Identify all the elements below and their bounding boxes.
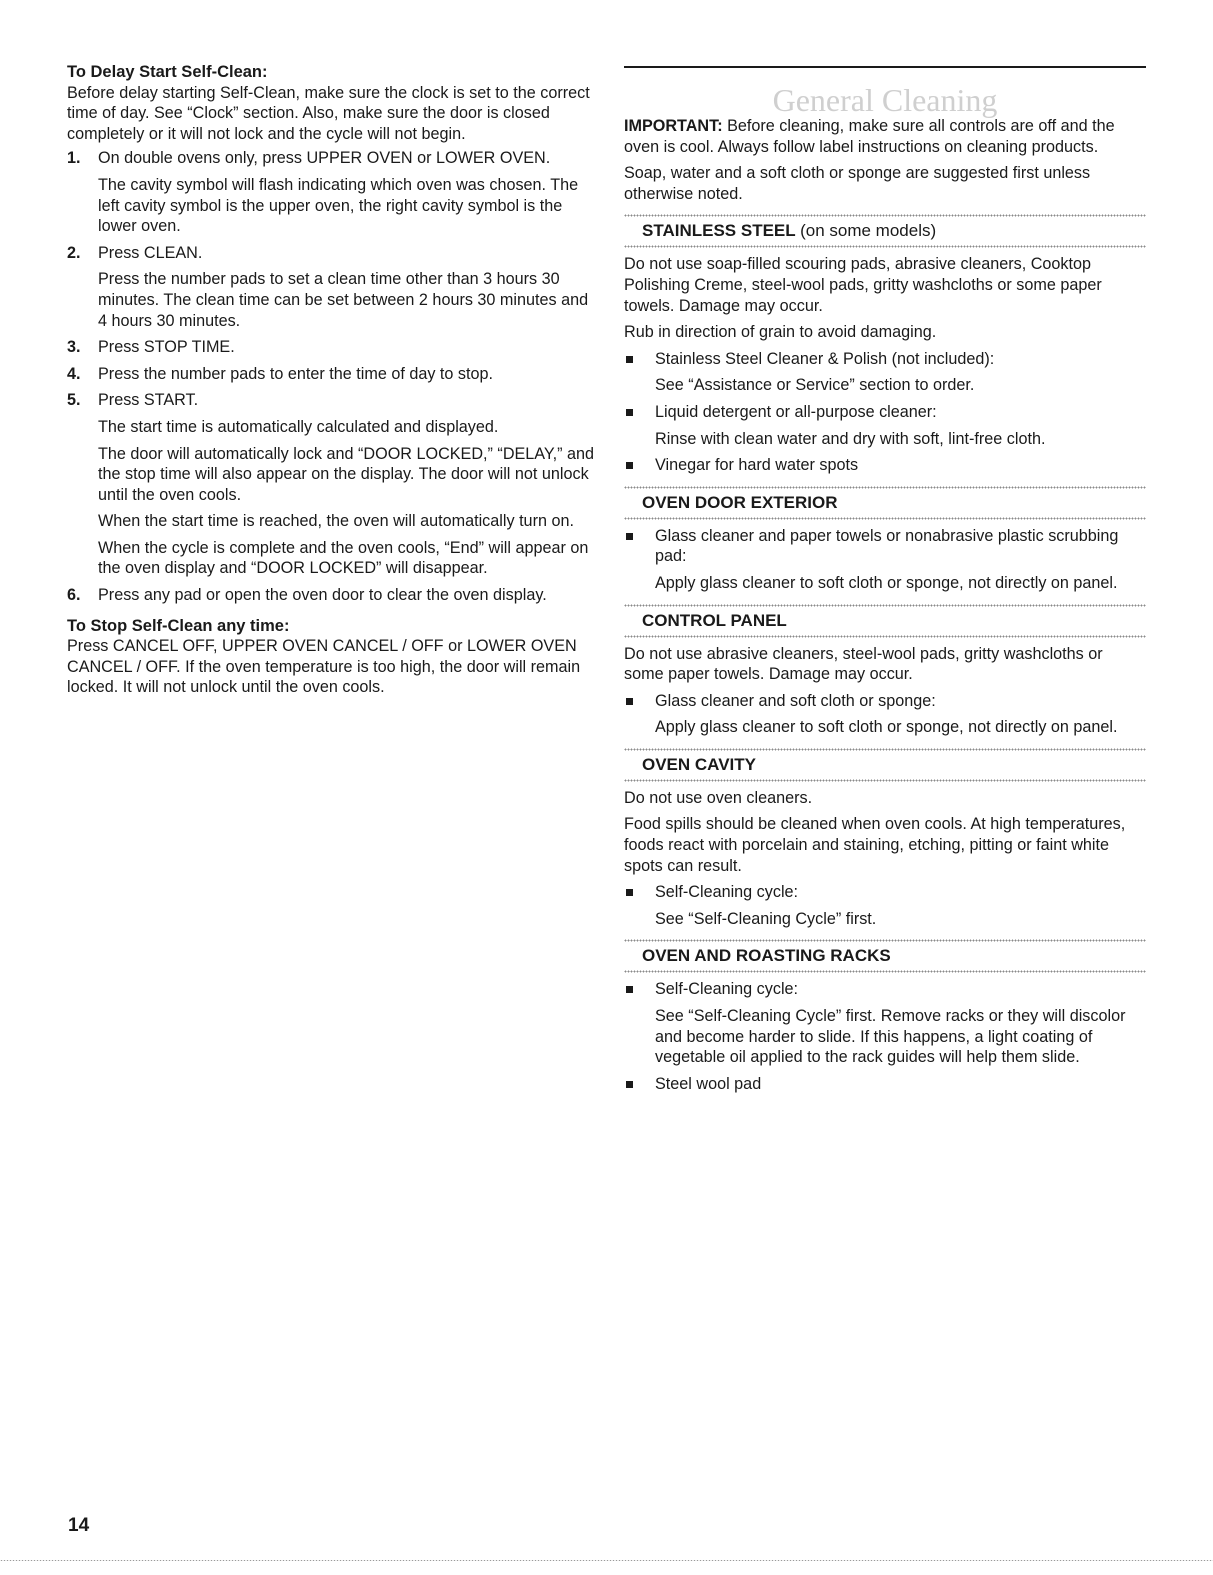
bullet-item xyxy=(624,349,1146,396)
dotted-rule xyxy=(624,517,1146,520)
delay-start-intro: Before delay starting Self-Clean, make sure the clock is set to the correct time of day. See “Clock” section. Also, make sure the door is closed completely or it will not lock and the cycle will not begin. xyxy=(67,83,590,143)
bullet-detail: Apply glass cleaner to soft cloth or sponge, not directly on panel. xyxy=(655,718,1118,737)
step-number: 5. xyxy=(67,391,81,410)
bullet-item xyxy=(624,1074,1146,1095)
cleaning-section xyxy=(624,486,1146,594)
section-paragraph: Food spills should be cleaned when oven cools. At high temperatures, foods react with porcelain and staining, etching, pitting or faint white spots can result. xyxy=(624,815,1126,875)
square-bullet-icon xyxy=(626,533,633,540)
bullet-detail: See “Assistance or Service” section to order. xyxy=(655,376,975,395)
step-item xyxy=(67,364,595,385)
dotted-rule xyxy=(624,635,1146,638)
step-detail: When the cycle is complete and the oven cools, “End” will appear on the oven display and “DOOR LOCKED” will disappear. xyxy=(98,538,589,578)
cleaning-sections xyxy=(624,214,1146,1094)
square-bullet-icon xyxy=(626,462,633,469)
section-heading-text: STAINLESS STEEL xyxy=(642,221,796,241)
dotted-rule xyxy=(624,779,1146,782)
bullet-text: Stainless Steel Cleaner & Polish (not included): xyxy=(655,349,995,368)
section-heading-text: OVEN AND ROASTING RACKS xyxy=(642,946,891,966)
step-detail: The door will automatically lock and “DOOR LOCKED,” “DELAY,” and the stop time will also appear on the display. The door will not unlock until the oven cools. xyxy=(98,444,595,504)
important-text: Before cleaning, make sure all controls are off and the oven is cool. Always follow label instructions on cleaning products. xyxy=(624,117,1115,156)
step-text: On double ovens only, press UPPER OVEN or LOWER OVEN. xyxy=(98,149,551,168)
stop-self-clean-heading: To Stop Self-Clean any time: xyxy=(67,616,290,635)
section-heading xyxy=(624,753,1146,777)
step-text: Press STOP TIME. xyxy=(98,338,235,357)
bullet-detail: See “Self-Cleaning Cycle” first. Remove racks or they will discolor and become harder to slide. If this happens, a light coating of vegetable oil applied to the rack guides will help them slide. xyxy=(655,1007,1126,1067)
section-heading-text: OVEN CAVITY xyxy=(642,754,756,774)
square-bullet-icon xyxy=(626,356,633,363)
section-heading xyxy=(624,219,1146,243)
dotted-rule xyxy=(624,939,1146,942)
right-column xyxy=(624,62,1146,1100)
cleaning-section xyxy=(624,939,1146,1094)
section-heading-suffix: (on some models) xyxy=(800,221,937,241)
cleaning-section xyxy=(624,214,1146,475)
bullet-detail: Apply glass cleaner to soft cloth or sponge, not directly on panel. xyxy=(655,573,1118,592)
step-number: 4. xyxy=(67,364,81,383)
top-rule xyxy=(624,66,1146,68)
cleaning-section xyxy=(624,604,1146,738)
delay-start-heading: To Delay Start Self-Clean: xyxy=(67,63,268,81)
dotted-rule xyxy=(624,214,1146,217)
bullet-text: Glass cleaner and paper towels or nonabrasive plastic scrubbing pad: xyxy=(655,526,1119,566)
step-text: Press any pad or open the oven door to clear the oven display. xyxy=(98,586,547,605)
section-heading-text: OVEN DOOR EXTERIOR xyxy=(642,492,838,512)
step-text: Press CLEAN. xyxy=(98,243,203,262)
left-column xyxy=(67,62,595,704)
bottom-rule xyxy=(0,1560,1213,1561)
bullet-detail: Rinse with clean water and dry with soft, lint-free cloth. xyxy=(655,429,1046,448)
step-item xyxy=(67,148,595,236)
section-paragraph: Do not use soap-filled scouring pads, abrasive cleaners, Cooktop Polishing Creme, steel-wool pads, gritty washcloths or some paper towels. Damage may occur. xyxy=(624,255,1102,315)
section-header xyxy=(624,748,1146,782)
step-text: Press the number pads to enter the time of day to stop. xyxy=(98,364,494,383)
bullet-text: Liquid detergent or all-purpose cleaner: xyxy=(655,402,937,421)
important-note xyxy=(624,116,1146,157)
stop-self-clean-text: Press CANCEL OFF, UPPER OVEN CANCEL / OFF or LOWER OVEN CANCEL / OFF. If the oven temperature is too high, the door will remain locked. It will not unlock until the oven cools. xyxy=(67,637,581,697)
square-bullet-icon xyxy=(626,1081,633,1088)
page-number: 14 xyxy=(68,1515,90,1536)
step-detail: Press the number pads to set a clean time other than 3 hours 30 minutes. The clean time can be set between 2 hours 30 minutes and 4 hours 30 minutes. xyxy=(98,270,589,330)
delay-steps-list xyxy=(67,148,595,605)
bullet-text: Steel wool pad xyxy=(655,1074,762,1093)
square-bullet-icon xyxy=(626,409,633,416)
step-detail: The start time is automatically calculated and displayed. xyxy=(98,417,499,436)
general-note: Soap, water and a soft cloth or sponge are suggested first unless otherwise noted. xyxy=(624,164,1091,203)
step-item xyxy=(67,243,595,331)
step-item xyxy=(67,337,595,358)
step-item xyxy=(67,585,595,606)
section-heading xyxy=(624,609,1146,633)
section-title: General Cleaning xyxy=(772,82,998,118)
bullet-text: Glass cleaner and soft cloth or sponge: xyxy=(655,691,936,710)
bullet-item xyxy=(624,882,1146,929)
bullet-item xyxy=(624,691,1146,738)
dotted-rule xyxy=(624,486,1146,489)
section-heading xyxy=(624,944,1146,968)
step-detail: When the start time is reached, the oven will automatically turn on. xyxy=(98,512,574,531)
dotted-rule xyxy=(624,604,1146,607)
step-number: 3. xyxy=(67,338,81,357)
section-header xyxy=(624,604,1146,638)
square-bullet-icon xyxy=(626,986,633,993)
step-detail: The cavity symbol will flash indicating which oven was chosen. The left cavity symbol is the upper oven, the right cavity symbol is the lower oven. xyxy=(98,175,579,236)
step-number: 1. xyxy=(67,149,81,168)
square-bullet-icon xyxy=(626,889,633,896)
section-header xyxy=(624,214,1146,248)
important-label: IMPORTANT: xyxy=(624,117,723,135)
bullet-text: Vinegar for hard water spots xyxy=(655,456,859,475)
step-number: 6. xyxy=(67,586,81,605)
section-header xyxy=(624,939,1146,973)
dotted-rule xyxy=(624,970,1146,973)
dotted-rule xyxy=(624,245,1146,248)
cleaning-section xyxy=(624,748,1146,930)
section-paragraph: Do not use oven cleaners. xyxy=(624,788,813,807)
bullet-item xyxy=(624,526,1146,594)
bullet-item xyxy=(624,402,1146,449)
section-paragraph: Do not use abrasive cleaners, steel-wool pads, gritty washcloths or some paper towels. Damage may occur. xyxy=(624,644,1103,684)
step-item xyxy=(67,390,595,579)
bullet-text: Self-Cleaning cycle: xyxy=(655,980,799,999)
section-heading xyxy=(624,491,1146,515)
dotted-rule xyxy=(624,748,1146,751)
section-paragraph: Rub in direction of grain to avoid damaging. xyxy=(624,323,937,342)
bullet-item xyxy=(624,979,1146,1067)
square-bullet-icon xyxy=(626,698,633,705)
step-text: Press START. xyxy=(98,391,199,410)
section-header xyxy=(624,486,1146,520)
bullet-text: Self-Cleaning cycle: xyxy=(655,883,799,902)
step-number: 2. xyxy=(67,243,81,262)
bullet-item xyxy=(624,455,1146,476)
bullet-detail: See “Self-Cleaning Cycle” first. xyxy=(655,909,877,928)
section-heading-text: CONTROL PANEL xyxy=(642,610,787,630)
